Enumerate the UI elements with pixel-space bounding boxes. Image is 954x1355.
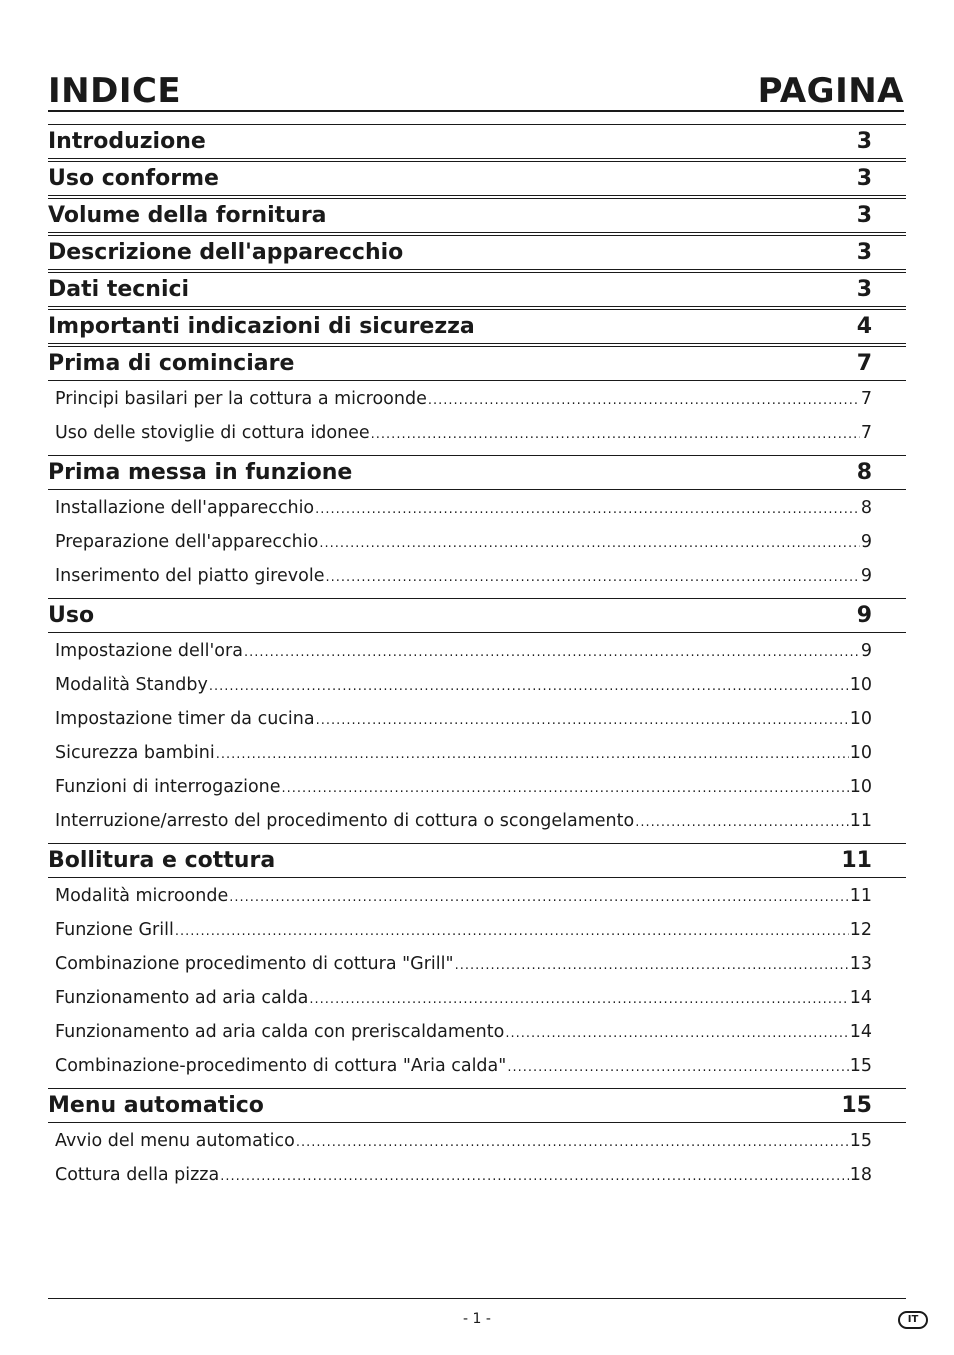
toc-entry[interactable]: [55, 668, 906, 702]
subsection-list: [48, 490, 906, 596]
header-title: INDICE: [48, 71, 182, 111]
section-title: Descrizione dell'apparecchio: [48, 240, 404, 265]
toc-entry[interactable]: [55, 1049, 906, 1083]
section-page: 3: [856, 129, 872, 154]
toc-section[interactable]: [48, 198, 906, 233]
section-title: Importanti indicazioni di sicurezza: [48, 314, 475, 339]
entry-title: Funzionamento ad aria calda con preriscaldamento: [55, 1022, 505, 1042]
subsection-list: [48, 878, 906, 1086]
section-title: Prima messa in funzione: [48, 460, 353, 485]
toc-entry[interactable]: [55, 804, 906, 838]
toc-entry[interactable]: [55, 702, 906, 736]
toc-entry[interactable]: [55, 416, 906, 450]
entry-title: Impostazione dell'ora: [55, 641, 243, 661]
toc-entry[interactable]: [55, 559, 906, 593]
entry-page: 15: [849, 1056, 872, 1076]
section-page: 3: [856, 277, 872, 302]
entry-title: Interruzione/arresto del procedimento di cottura o scongelamento: [55, 811, 635, 831]
entry-page: 7: [860, 389, 872, 409]
page-number: - 1 -: [463, 1311, 491, 1327]
toc-section[interactable]: [48, 455, 906, 490]
entry-page: 9: [860, 641, 872, 661]
entry-title: Impostazione timer da cucina: [55, 709, 315, 729]
toc-entry[interactable]: [55, 913, 906, 947]
section-title: Uso: [48, 603, 95, 628]
entry-page: 9: [860, 532, 872, 552]
entry-title: Inserimento del piatto girevole: [55, 566, 325, 586]
section-page: 7: [856, 351, 872, 376]
entry-page: 8: [860, 498, 872, 518]
dot-leader: [309, 983, 848, 1017]
dot-leader: [635, 806, 849, 840]
entry-title: Sicurezza bambini: [55, 743, 215, 763]
section-page: 8: [856, 460, 872, 485]
footer-divider: [48, 1298, 906, 1299]
toc-entry[interactable]: [55, 981, 906, 1015]
toc-entry[interactable]: [55, 879, 906, 913]
entry-title: Funzione Grill: [55, 920, 174, 940]
entry-page: 10: [849, 743, 872, 763]
dot-leader: [319, 527, 860, 561]
toc-section[interactable]: [48, 843, 906, 878]
entry-page: 7: [860, 423, 872, 443]
dot-leader: [282, 772, 849, 806]
toc-entry[interactable]: [55, 525, 906, 559]
dot-leader: [296, 1126, 849, 1160]
entry-title: Funzioni di interrogazione: [55, 777, 281, 797]
section-title: Bollitura e cottura: [48, 848, 276, 873]
dot-leader: [505, 1017, 848, 1051]
dot-leader: [371, 418, 860, 452]
section-title: Menu automatico: [48, 1093, 264, 1118]
toc-entry[interactable]: [55, 947, 906, 981]
section-page: 3: [856, 203, 872, 228]
language-badge: IT: [898, 1311, 928, 1329]
entry-page: 18: [849, 1165, 872, 1185]
entry-page: 13: [849, 954, 872, 974]
section-title: Dati tecnici: [48, 277, 190, 302]
entry-title: Preparazione dell'apparecchio: [55, 532, 319, 552]
toc-section[interactable]: [48, 346, 906, 381]
section-page: 4: [856, 314, 872, 339]
section-title: Introduzione: [48, 129, 206, 154]
section-page: 9: [856, 603, 872, 628]
entry-page: 11: [849, 811, 872, 831]
dot-leader: [507, 1051, 848, 1085]
entry-page: 15: [849, 1131, 872, 1151]
section-title: Prima di cominciare: [48, 351, 295, 376]
section-page: 15: [841, 1093, 872, 1118]
toc-section[interactable]: [48, 598, 906, 633]
toc-header: [48, 66, 904, 112]
entry-page: 14: [849, 988, 872, 1008]
toc-entry[interactable]: [55, 634, 906, 668]
toc-section[interactable]: [48, 124, 906, 159]
toc-section[interactable]: [48, 161, 906, 196]
entry-title: Cottura della pizza: [55, 1165, 220, 1185]
section-title: Volume della fornitura: [48, 203, 327, 228]
header-page-label: PAGINA: [757, 71, 904, 111]
entry-title: Avvio del menu automatico: [55, 1131, 295, 1151]
entry-title: Modalità microonde: [55, 886, 229, 906]
entry-page: 14: [849, 1022, 872, 1042]
dot-leader: [175, 915, 849, 949]
dot-leader: [325, 561, 859, 595]
subsection-list: [48, 381, 906, 453]
entry-page: 10: [849, 709, 872, 729]
entry-title: Installazione dell'apparecchio: [55, 498, 315, 518]
toc-entry[interactable]: [55, 1124, 906, 1158]
entry-page: 10: [849, 777, 872, 797]
entry-page: 12: [849, 920, 872, 940]
toc-section[interactable]: [48, 272, 906, 307]
toc-entry[interactable]: [55, 736, 906, 770]
entry-title: Combinazione procedimento di cottura "Grill": [55, 954, 454, 974]
toc-entry[interactable]: [55, 382, 906, 416]
toc-entry[interactable]: [55, 491, 906, 525]
toc-section[interactable]: [48, 1088, 906, 1123]
dot-leader: [428, 384, 860, 418]
dot-leader: [216, 738, 849, 772]
entry-title: Uso delle stoviglie di cottura idonee: [55, 423, 370, 443]
entry-title: Modalità Standby: [55, 675, 208, 695]
section-page: 11: [841, 848, 872, 873]
subsection-list: [48, 633, 906, 841]
dot-leader: [315, 493, 860, 527]
subsection-list: [48, 1123, 906, 1195]
dot-leader: [209, 670, 849, 704]
toc-entry[interactable]: [55, 770, 906, 804]
entry-title: Principi basilari per la cottura a microonde: [55, 389, 427, 409]
dot-leader: [220, 1160, 849, 1194]
dot-leader: [229, 881, 848, 915]
toc-section[interactable]: [48, 309, 906, 344]
dot-leader: [316, 704, 849, 738]
entry-page: 11: [849, 886, 872, 906]
dot-leader: [244, 636, 860, 670]
entry-page: 10: [849, 675, 872, 695]
toc-entry[interactable]: [55, 1158, 906, 1192]
section-page: 3: [856, 166, 872, 191]
entry-page: 9: [860, 566, 872, 586]
table-of-contents: [48, 124, 906, 1195]
toc-entry[interactable]: [55, 1015, 906, 1049]
entry-title: Funzionamento ad aria calda: [55, 988, 309, 1008]
dot-leader: [455, 949, 849, 983]
entry-title: Combinazione-procedimento di cottura "Aria calda": [55, 1056, 507, 1076]
toc-section[interactable]: [48, 235, 906, 270]
section-page: 3: [856, 240, 872, 265]
section-title: Uso conforme: [48, 166, 219, 191]
